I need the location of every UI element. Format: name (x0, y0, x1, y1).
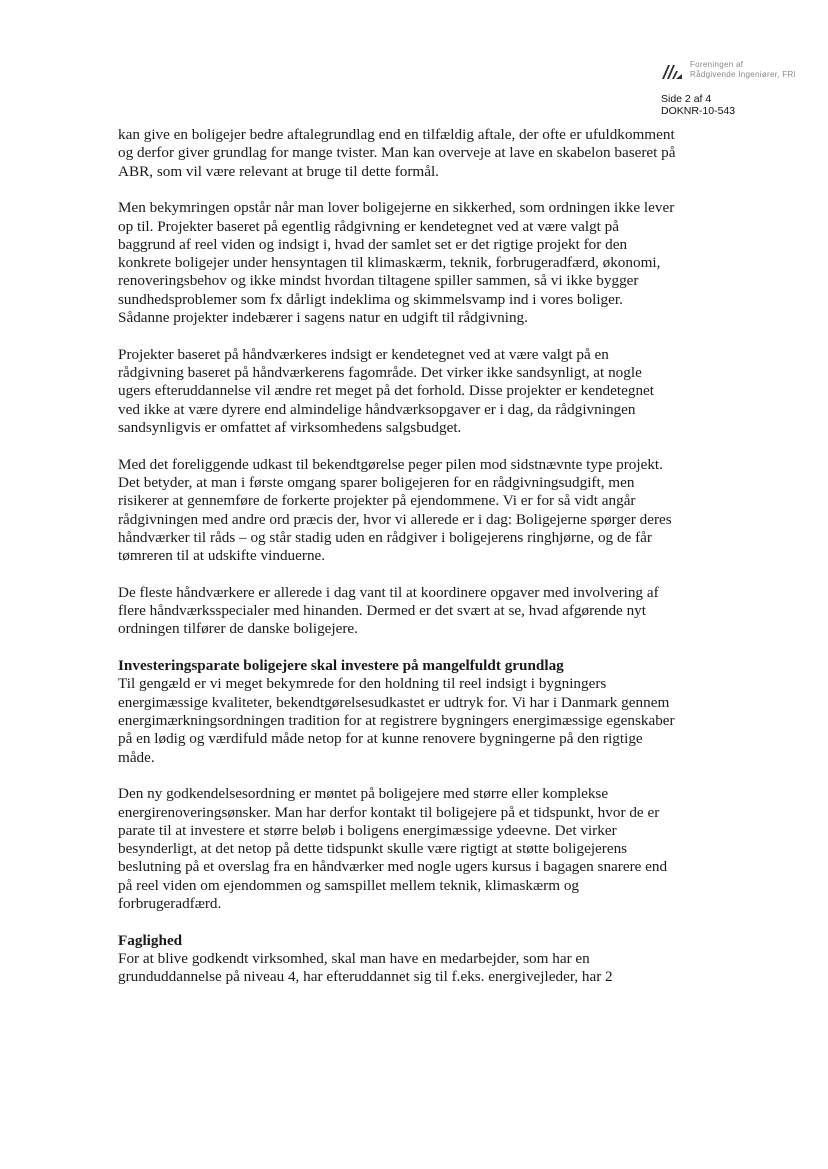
fri-logo-icon (660, 62, 686, 80)
paragraph-3: Projekter baseret på håndværkeres indsigt er kendetegnet ved at være valgt på en rådgivning baseret på håndværkerens fagområde. Det virker ikke sandsynligt, at nogle ugers efteruddannelse vil ændre ret meget på det forhold. Disse projekter er kendetegnet ved ikke at være dyrere end almindelige håndværksopgaver er i dag, da rådgivningen sandsynligvis er omfattet af virksomhedens salgsbudget. (118, 345, 655, 436)
paragraph-5: De fleste håndværkere er allerede i dag vant til at koordinere opgaver med involvering af flere håndværksspecialer med hinanden. Dermed er det svært at se, hvad afgørende nyt ordningen tilfører de danske boligejere. (118, 583, 659, 638)
document-number: DOKNR-10-543 (661, 105, 736, 117)
logo-line-2: Rådgivende Ingeniører, FRI (690, 70, 797, 79)
section-heading-faglighed: Faglighed (118, 931, 183, 949)
logo-text (690, 60, 796, 80)
paragraph-6: Til gengæld er vi meget bekymrede for den holdning til reel indsigt i bygningers energimæssige kvaliteter, bekendtgørelsesudkastet er udtryk for. Vi har i Danmark gennem energimærkningsordningen tradition for at registrere bygningers energimæssige egenskaber på en lødig og værdifuld måde netop for at kunne renovere bygningerne på den rigtige måde. (118, 675, 675, 766)
section-heading-investment: Investeringsparate boligejere skal investere på mangelfuldt grundlag (118, 657, 564, 675)
fri-logo (660, 58, 800, 86)
paragraph-1: kan give en boligejer bedre aftalegrundlag end en tilfældig aftale, der ofte er ufuldkomment og derfor giver grundlag for mange tvister. Man kan overveje at lave en skabelon baseret på ABR, som vil være relevant at bruge til dette formål. (118, 126, 676, 180)
page-number: Side 2 af 4 (661, 93, 712, 105)
paragraph-2: Men bekymringen opstår når man lover boligejerne en sikkerhed, som ordningen ikke lever op til. Projekter baseret på egentlig rådgivning er kendetegnet ved at være valgt på baggrund af reel viden og indsigt i, hvad der samlet set er det rigtige projekt for den konkrete boligejer under hensyntagen til klimaskærm, teknik, forbrugeradfærd, økonomi, renoveringsbehov og ikke mindst hvordan tiltagene spiller sammen, så vi ikke bygger sundhedsproblemer som fx dårligt indeklima og skimmelsvamp ind i vores boliger. Sådanne projekter indebærer i sagens natur en udgift til rådgivning. (118, 199, 675, 327)
paragraph-8: For at blive godkendt virksomhed, skal man have en medarbejder, som har en grunduddannelse på niveau 4, har efteruddannet sig til f.eks. energivejleder, har 2 (118, 950, 613, 986)
paragraph-4: Med det foreliggende udkast til bekendtgørelse peger pilen mod sidstnævnte type projekt. Det betyder, at man i første omgang sparer boligejeren for en rådgivningsudgift, men risikerer at gennemføre de forkerte projekter på ejendommene. Vi er for så vidt angår rådgivningen med andre ord præcis der, hvor vi allerede er i dag: Boligejerne spørger deres håndværker til råds – og står stadig uden en rådgiver i boligejerens ringhjørne, og de får tømreren til at udskifte vinduerne. (118, 455, 672, 565)
logo-line-1: Foreningen af (690, 60, 744, 69)
paragraph-7: Den ny godkendelsesordning er møntet på boligejere med større eller komplekse energirenoveringsønsker. Man har derfor kontakt til boligejere på et tidspunkt, hvor de er parate til at investere et større beløb i boligens energimæssige ydeevne. Det virker besynderligt, at det netop på dette tidspunkt skulle være rigtigt at støtte boligejerens beslutning på et overslag fra en håndværker med nogle ugers kursus i bagagen snarere end på reel viden om ejendommen og samspillet mellem teknik, klimaskærm og forbrugeradfærd. (118, 785, 668, 913)
page-info (661, 93, 735, 117)
document-body (118, 126, 678, 1005)
